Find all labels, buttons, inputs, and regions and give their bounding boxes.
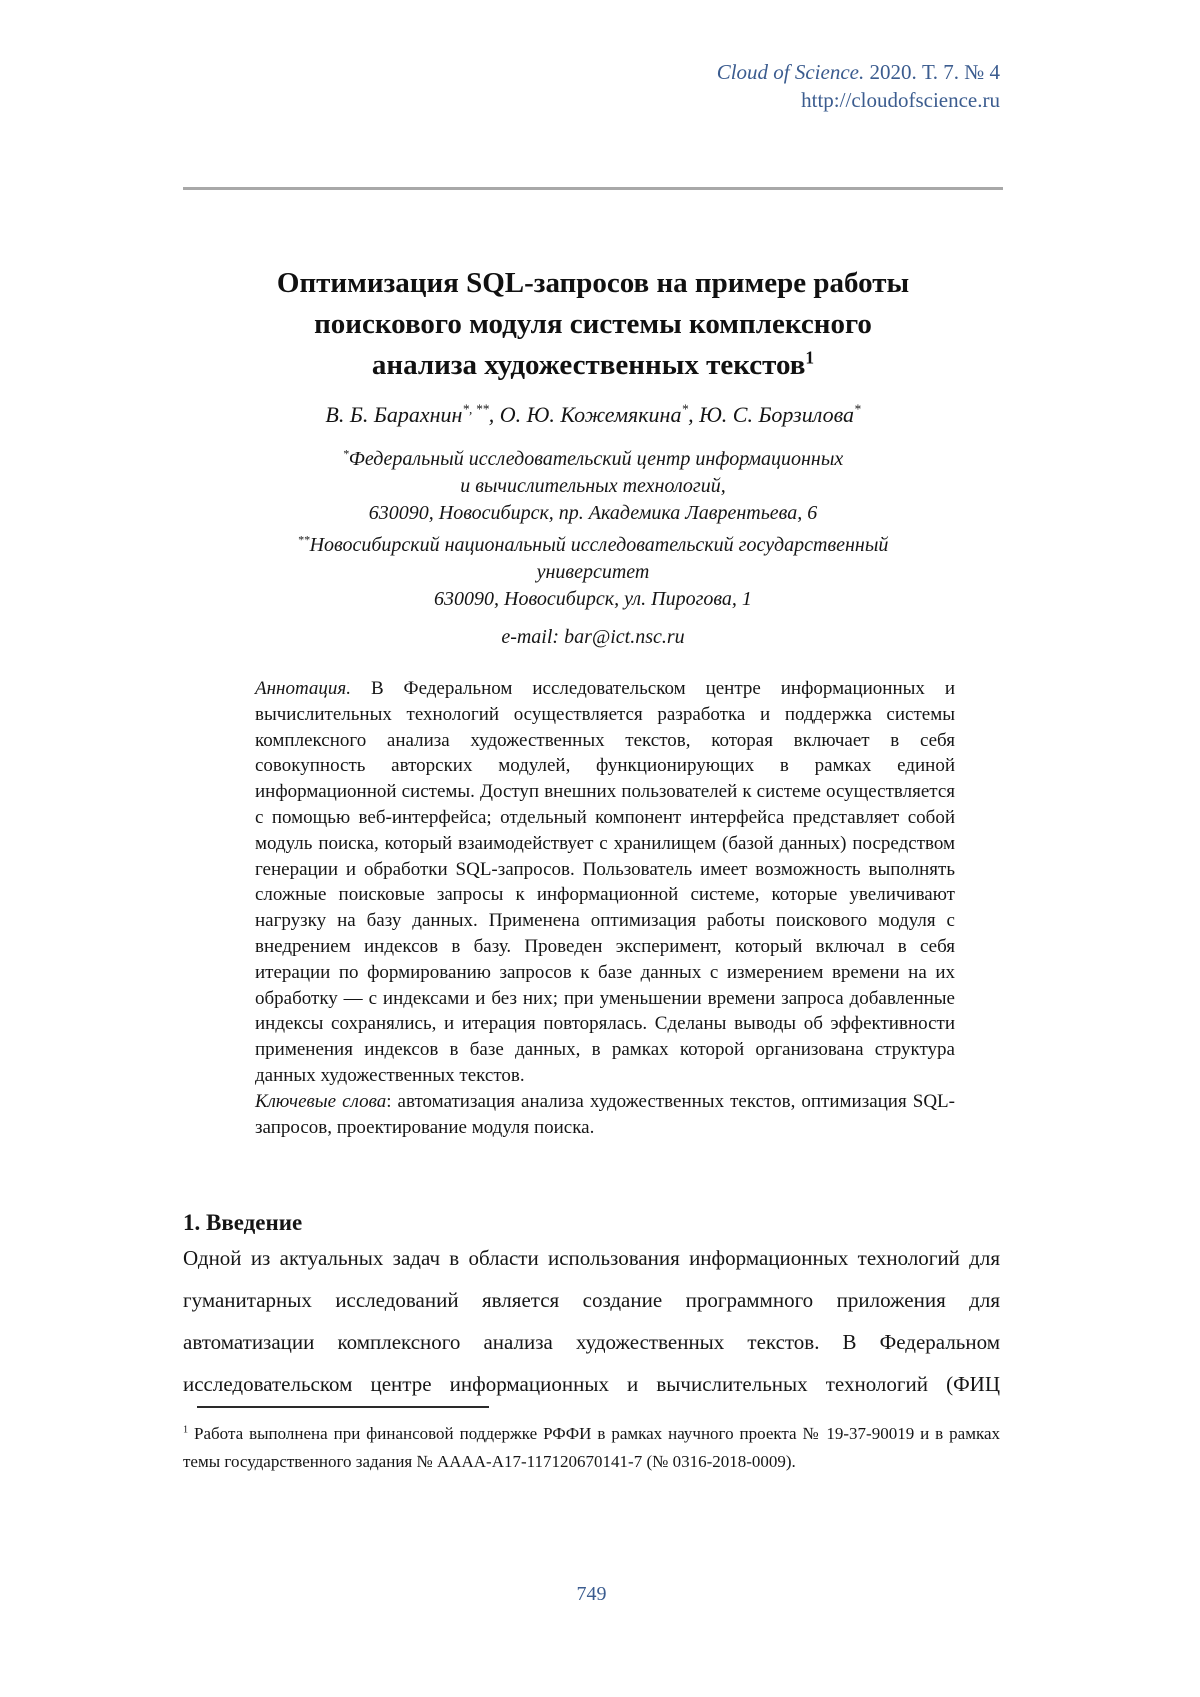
affiliation-1-line-3: 630090, Новосибирск, пр. Академика Лаврентьева, 6: [368, 502, 818, 524]
journal-name: Cloud of Science.: [716, 60, 865, 84]
abstract-paragraph: [255, 676, 955, 1089]
author-name-3: Ю. С. Борзилова: [699, 402, 854, 427]
title-line-3: [241, 345, 945, 386]
abstract-label: Аннотация.: [255, 678, 351, 699]
author-name-2: О. Ю. Кожемякина: [499, 402, 682, 427]
author-name-1: В. Б. Барахнин: [325, 402, 463, 427]
title-line-3-text: анализа художественных текстов: [371, 349, 806, 381]
journal-issue: 2020. Т. 7. № 4: [864, 60, 1000, 84]
page-number: 749: [576, 1583, 607, 1605]
journal-title-line: [183, 58, 1000, 86]
title-footnote-mark: 1: [805, 347, 815, 368]
affiliation-2-line-1: [241, 532, 945, 559]
affiliation-1-line-1-text: Федеральный исследовательский центр информационных: [348, 448, 844, 470]
affiliation-2-line-2: университет: [536, 561, 650, 583]
abstract-text: В Федеральном исследовательском центре информационных и вычислительных технологий осуществляется разработка и поддержка системы комплексного анализа художественных текстов, которая включает в себя совокупность авторских модулей, функционирующих в рамках единой информационной системы. Доступ внешних пользователей к системе осуществляется с помощью веб-интерфейса; отдельный компонент интерфейса представляет собой модуль поиска, который взаимодействует с хранилищем (базой данных) посредством генерации и обработки SQL-запросов. Пользователь имеет возможность выполнять сложные поисковые запросы к информационной системе, которые увеличивают нагрузку на базу данных. Применена оптимизация работы поискового модуля с внедрением индексов в базу. Проведен эксперимент, который включал в себя итерации по формированию запросов к базе данных с измерением времени на их обработку — с индексами и без них; при уменьшении времени запроса добавленные индексы сохранялись, и итерация повторялась. Сделаны выводы об эффективности применения индексов в базе данных, в рамках которой организована структура данных художественных текстов.: [255, 678, 955, 1086]
affiliation-2-line-1-text: Новосибирский национальный исследовательский государственный: [309, 534, 889, 556]
abstract-block: [255, 676, 955, 1140]
keywords-label: Ключевые слова: [255, 1090, 387, 1112]
author-separator-2: ,: [688, 402, 700, 427]
article-title: [241, 263, 945, 386]
footnote-mark: 1: [183, 1424, 189, 1436]
title-line-1: Оптимизация SQL-запросов на примере работы: [276, 267, 910, 299]
email-line: e-mail: bar@ict.nsc.ru: [501, 626, 685, 648]
journal-url: http://cloudofscience.ru: [801, 88, 1000, 112]
affiliation-1-line-1: [241, 446, 945, 473]
author-separator-1: ,: [488, 402, 500, 427]
keywords-paragraph: [255, 1089, 955, 1141]
footnote-rule: [197, 1406, 489, 1408]
affiliation-1-mark: *: [342, 446, 349, 461]
footnote-text: Работа выполнена при финансовой поддержке РФФИ в рамках научного проекта № 19-37-90019 и в рамках темы государственного задания № АААА-А17-117120670141-7 (№ 0316-2018-0009).: [183, 1424, 1000, 1471]
title-line-2: поискового модуля системы комплексного: [314, 308, 872, 340]
affiliation-2: [241, 532, 945, 613]
affiliation-2-mark: **: [297, 532, 310, 547]
affiliation-2-line-3: 630090, Новосибирск, ул. Пирогова, 1: [434, 588, 752, 610]
intro-paragraph: Одной из актуальных задач в области использования информационных технологий для гуманитарных исследований является создание программного приложения для автоматизации комплексного анализа художественных текстов. В Федеральном исследовательском центре информационных и вычислительных технологий (ФИЦ: [183, 1246, 1000, 1396]
affiliation-1: [241, 446, 945, 527]
journal-header: [183, 58, 1000, 114]
author-marks-3: *: [853, 401, 861, 417]
header-rule: [183, 187, 1003, 190]
affiliation-1-line-2: и вычислительных технологий,: [460, 475, 726, 497]
content-column: [183, 0, 1000, 1697]
footnote: [183, 1420, 1000, 1476]
author-marks-2: *: [681, 401, 689, 417]
authors-line: [241, 400, 945, 430]
keywords-text: : автоматизация анализа художественных текстов, оптимизация SQL-запросов, проектирование модуля поиска.: [255, 1090, 955, 1138]
author-marks-1: *, **: [462, 401, 489, 417]
section-heading: 1. Введение: [183, 1210, 303, 1235]
